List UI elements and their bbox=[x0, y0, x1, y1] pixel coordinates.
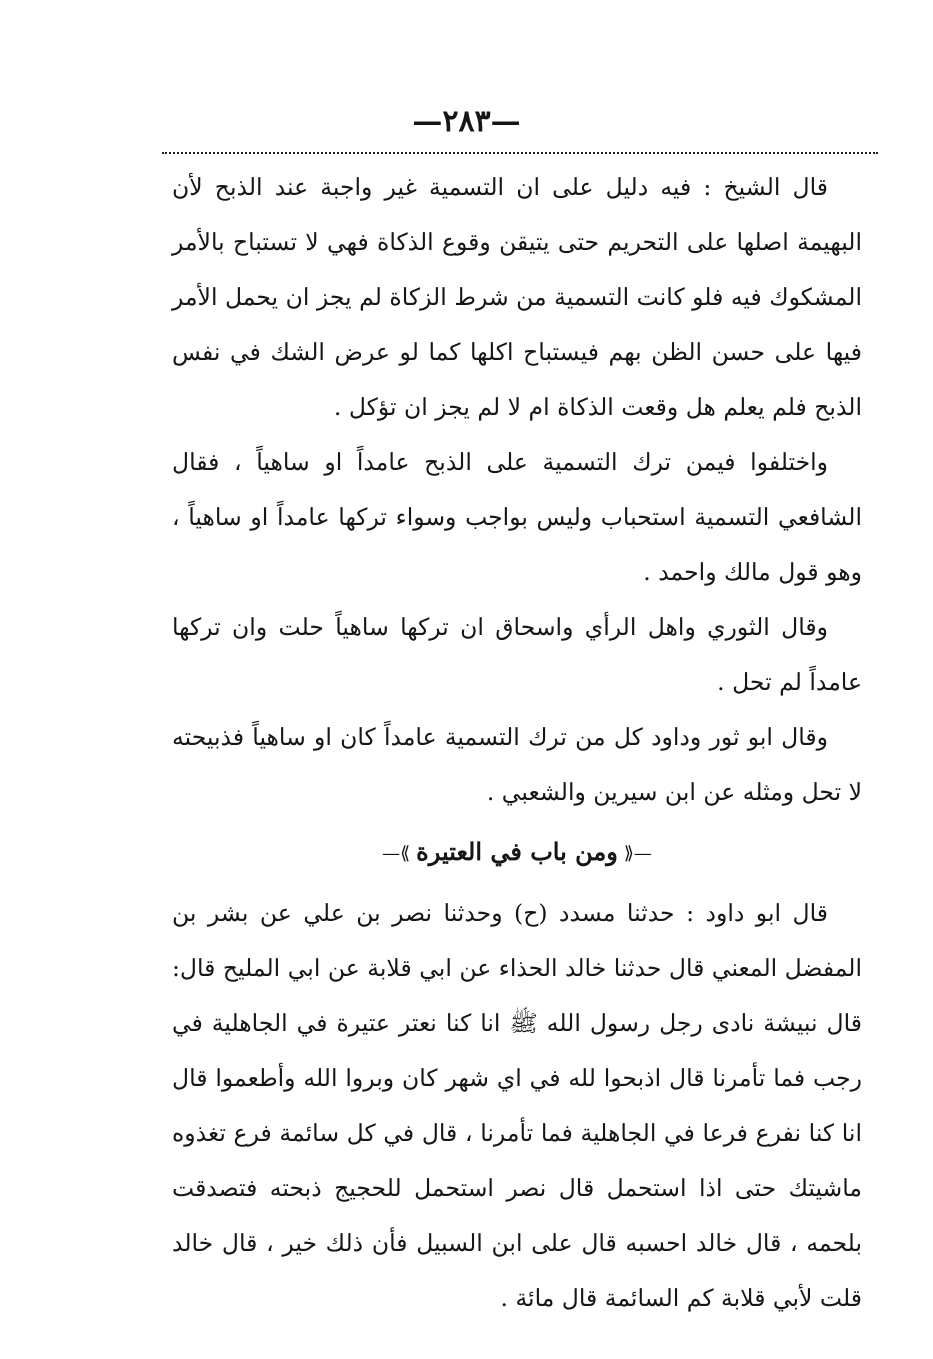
paragraph-abu-thawr-opinion: وقال ابو ثور وداود كل من ترك التسمية عامداً كان او ساهياً فذبيحته لا تحل ومثله عن ابن سيرين والشعبي . bbox=[172, 723, 862, 806]
header-divider bbox=[162, 152, 878, 154]
heading-ornament-right: —⟪ bbox=[623, 842, 652, 864]
paragraph-scholars-differ: واختلفوا فيمن ترك التسمية على الذبح عامداً او ساهياً ، فقال الشافعي التسمية استحباب وليس بواجب وسواء تركها عامداً او ساهياً ، وهو قول مالك واحمد . bbox=[172, 448, 862, 586]
paragraph-hadith-atira: قال ابو داود : حدثنا مسدد (ح) وحدثنا نصر بن علي عن بشر بن المفضل المعني قال حدثنا خالد الحذاء عن ابي قلابة عن ابي المليح قال: قال نبيشة نادى رجل رسول الله ﷺ انا كنا نعتر عتيرة في الجاهلية في رجب فما تأمرنا قال اذبحوا لله في اي شهر كان وبروا الله وأطعموا قال انا كنا نفرع فرعا في الجاهلية فما تأمرنا ، قال في كل سائمة فرع تغذوه ماشيتك حتى اذا استحمل قال نصر استحمل للحجيج ذبحته فتصدقت بلحمه ، قال خالد احسبه قال على ابن السبيل فأن ذلك خير ، قال خالد قلت لأبي قلابة كم السائمة قال مائة . bbox=[172, 898, 862, 1312]
paragraph-sheikh-commentary: قال الشيخ : فيه دليل على ان التسمية غير واجبة عند الذبح لأن البهيمة اصلها على التحريم حتى يتيقن وقوع الذكاة فهي لا تستباح بالأمر المشكوك فيه فلو كانت التسمية من شرط الزكاة لم يجز ان يحمل الأمر فيها على حسن الظن بهم فيستباح اكلها كما لو عرض الشك في نفس الذبح فلم يعلم هل وقعت الذكاة ام لا لم يجز ان تؤكل . bbox=[172, 173, 862, 421]
main-text bbox=[172, 160, 862, 1326]
paragraph-thawri-opinion: وقال الثوري واهل الرأي واسحاق ان تركها ساهياً حلت وان تركها عامداً لم تحل . bbox=[172, 613, 862, 696]
section-title: ومن باب في العتيرة bbox=[416, 837, 618, 866]
page-number: —٢٨٣— bbox=[412, 104, 521, 139]
heading-ornament-left: ⟫— bbox=[382, 842, 411, 864]
section-heading bbox=[172, 820, 862, 886]
